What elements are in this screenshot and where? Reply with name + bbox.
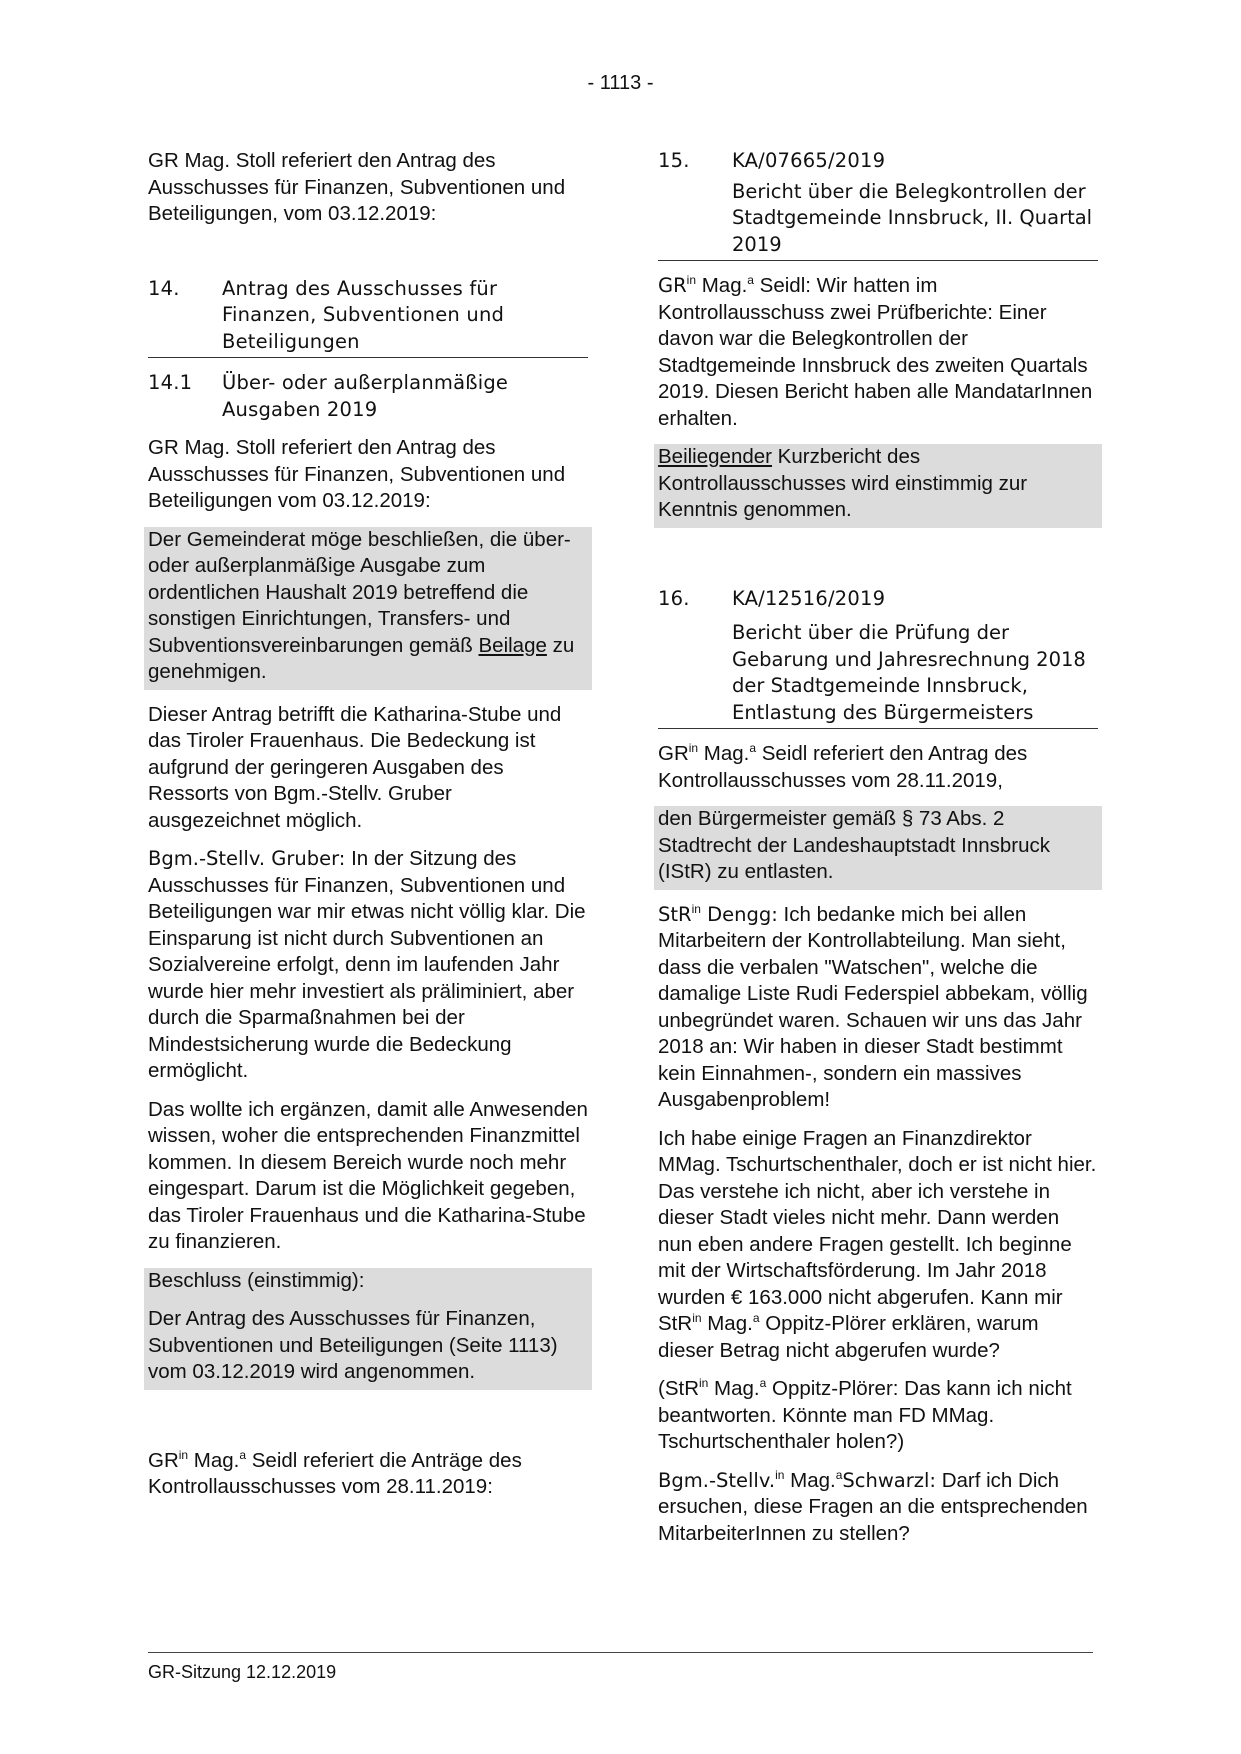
speaker-paragraph: StR$^{in}$ Dengg: Ich bedanke mich bei allen Mitarbeitern der Kontrollabteilung. Man sieht, dass die verbalen "Watschen", welche die damalige Liste Rudi Federspiel abbekam, völlig unbegründet waren. Schauen wir uns das Jahr 2018 an: Wir haben in dieser Stadt bestimmt kein Einnahmen-, sondern ein massives Ausgabenproblem!: [658, 901, 1088, 1111]
intro-paragraph: GR Mag. Stoll referiert den Antrag des Ausschusses für Finanzen, Subventionen und Beteiligungen, vom 03.12.2019:: [148, 149, 566, 225]
left-column: [148, 148, 588, 1513]
item-number: 15.: [658, 149, 690, 172]
motion-text: den Bürgermeister gemäß § 73 Abs. 2 Stadtrecht der Landeshauptstadt Innsbruck (IStR) zu entlasten.: [654, 806, 1102, 890]
resolution-text: Der Antrag des Ausschusses für Finanzen, Subventionen und Beteiligungen (Seite 1113) vom 03.12.2019 wird angenommen.: [144, 1300, 592, 1390]
beilage-link[interactable]: Beilage: [478, 633, 547, 657]
footer-divider: [148, 1652, 1093, 1653]
item-title: Bericht über die Prüfung der Gebarung und Jahresrechnung 2018 der Stadtgemeinde Innsbruck, Entlastung des Bürgermeisters: [658, 620, 1098, 729]
paragraph: Ich habe einige Fragen an Finanzdirektor MMag. Tschurtschenthaler, doch er ist nicht hier. Das verstehe ich nicht, aber ich verstehe in dieser Stadt vieles nicht mehr. Dann werden nun eben andere Fragen gestellt. Ich beginne mit der Wirtschaftsförderung. Im Jahr 2018 wurden € 163.000 nicht abgerufen. Kann mir StR$^{in}$ Mag.$^a$ Oppitz-Plörer erklären, warum dieser Betrag nicht abgerufen wurde?: [658, 1126, 1097, 1362]
item-title: Über- oder außerplanmäßige Ausgaben 2019: [222, 371, 509, 421]
beiliegender-link[interactable]: Beiliegender: [658, 445, 772, 468]
item-title: Antrag des Ausschusses für Finanzen, Subventionen und Beteiligungen: [222, 276, 505, 353]
agenda-item-14-1: [148, 370, 588, 423]
right-column: [658, 148, 1098, 1559]
item-code: KA/07665/2019: [732, 149, 886, 172]
agenda-item-14: [148, 276, 588, 359]
item-number: 16.: [658, 586, 690, 610]
agenda-item-16: [658, 586, 1098, 613]
item-number: 14.: [148, 276, 180, 300]
speaker-paragraph: $GR^{in}$ Mag.$^a$ Seidl: Wir hatten im Kontrollausschuss zwei Prüfberichte: Einer davon war die Belegkontrollen der Stadtgemeinde Innsbruck des zweiten Quartals 2019. Diesen Bericht haben alle MandatarInnen erhalten.: [658, 273, 1093, 430]
speaker-name: Bgm.-Stellv. Gruber:: [148, 847, 346, 870]
footer: GR-Sitzung 12.12.2019: [148, 1662, 337, 1682]
page-number: - 1113 -: [587, 72, 654, 94]
speaker-paragraph: Bgm.-Stellv.$^{in}$ Mag.$^a$Schwarzl: Darf ich Dich ersuchen, diese Fragen an die entsprechenden MitarbeiterInnen zu stellen?: [658, 1467, 1088, 1545]
referiert-paragraph: $GR^{in}$ Mag.$^a$ Seidl referiert den Antrag des Kontrollausschusses vom 28.11.2019,: [658, 741, 1028, 792]
paragraph: Das wollte ich ergänzen, damit alle Anwesenden wissen, woher die entsprechenden Finanzmittel kommen. In diesem Bereich wurde noch mehr eingespart. Darum ist die Möglichkeit gegeben, das Tiroler Frauenhaus und die Katharina-Stube zu finanzieren.: [148, 1097, 588, 1253]
interjection-paragraph: (StR$^{in}$ Mag.$^a$ Oppitz-Plörer: Das kann ich nicht beantworten. Könnte man FD MMag. Tschurtschenthaler holen?): [658, 1376, 1072, 1453]
paragraph: Dieser Antrag betrifft die Katharina-Stube und das Tiroler Frauenhaus. Die Bedeckung ist aufgrund der geringeren Ausgaben des Ressorts von Bgm.-Stellv. Gruber ausgezeichnet möglich.: [148, 702, 562, 832]
item-code: KA/12516/2019: [732, 586, 886, 610]
item-title: Bericht über die Belegkontrollen der Stadtgemeinde Innsbruck, II. Quartal 2019: [658, 179, 1098, 262]
resolution-label: Beschluss (einstimmig):: [144, 1268, 592, 1301]
referiert-paragraph: GR Mag. Stoll referiert den Antrag des Ausschusses für Finanzen, Subventionen und Beteiligungen vom 03.12.2019:: [148, 436, 566, 512]
motion-text: Der Gemeinderat möge beschließen, die über- oder außerplanmäßige Ausgabe zum ordentlichen Haushalt 2019 betreffend die sonstigen Einrichtungen, Transfers- und Subventionsvereinbarungen gemäß Beilage zu genehmigen.: [144, 527, 592, 690]
agenda-item-15: [658, 148, 1098, 175]
resolution-text: Beiliegender Kurzbericht des Kontrollausschusses wird einstimmig zur Kenntnis genommen.: [654, 444, 1102, 528]
item-number: 14.1: [148, 371, 193, 394]
referiert-paragraph: $GR^{in}$ Mag.$^a$ Seidl referiert die Anträge des Kontrollausschusses vom 28.11.2019:: [148, 1447, 522, 1498]
speaker-paragraph: Bgm.-Stellv. Gruber: In der Sitzung des Ausschusses für Finanzen, Subventionen und Beteiligungen war mir etwas nicht völlig klar. Die Einsparung ist nicht durch Subventionen an Sozialvereine erfolgt, denn im laufenden Jahr wurde hier mehr investiert als präliminiert, aber durch die Sparmaßnahmen bei der Mindestsicherung wurde die Bedeckung ermöglicht.: [148, 847, 586, 1082]
